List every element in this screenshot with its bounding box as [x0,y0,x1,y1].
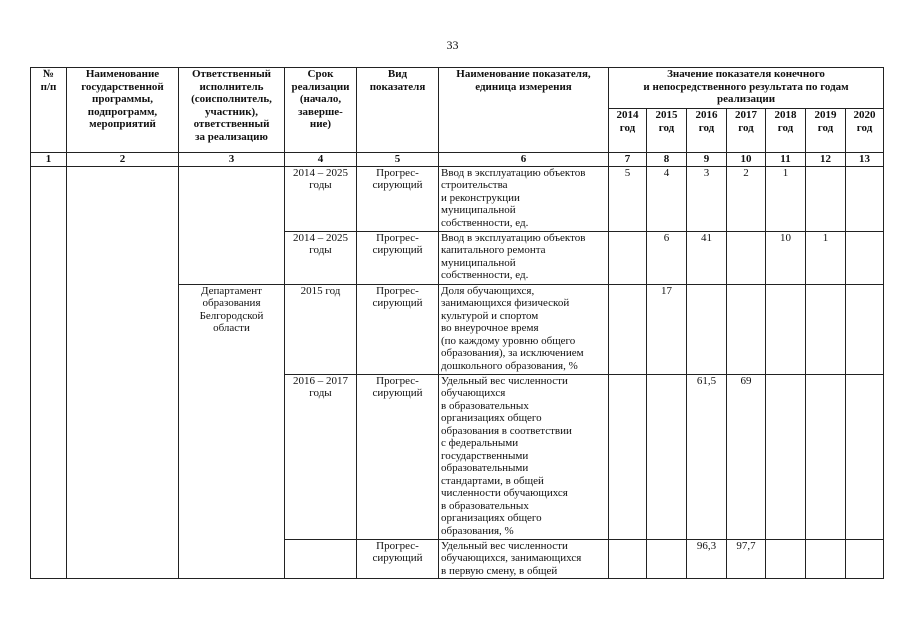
cell-value [727,284,766,374]
cell-value: 96,3 [687,539,727,578]
cell-value [806,374,846,539]
column-number: 5 [357,153,439,167]
cell-value: 5 [609,166,647,231]
column-number-row [31,153,884,167]
cell-kind: Прогрес- сирующий [357,284,439,374]
cell-indicator: Удельный вес численности обучающихся, занимающихся в первую смену, в общей [439,539,609,578]
cell-value: 17 [647,284,687,374]
column-number: 7 [609,153,647,167]
header-values-group: Значение показателя конечного и непосредственного результата по годам реализации [609,68,884,109]
header-year: 2014 год [609,109,647,153]
cell-value: 41 [687,231,727,284]
cell-value: 2 [727,166,766,231]
column-number: 3 [179,153,285,167]
column-number: 2 [67,153,179,167]
cell-value [766,539,806,578]
cell-kind: Прогрес- сирующий [357,166,439,231]
header-year: 2019 год [806,109,846,153]
header-num: № п/п [31,68,67,153]
header-year: 2016 год [687,109,727,153]
cell-value [609,284,647,374]
indicators-table [30,67,884,579]
cell-executor: Департамент образования Белгородской области [179,284,285,578]
column-number: 1 [31,153,67,167]
cell-value: 3 [687,166,727,231]
cell-value: 97,7 [727,539,766,578]
cell-value [647,374,687,539]
cell-term: 2015 год [285,284,357,374]
cell-executor [179,166,285,284]
cell-value [846,284,884,374]
cell-value [687,284,727,374]
column-number: 12 [806,153,846,167]
cell-kind: Прогрес- сирующий [357,374,439,539]
header-year: 2020 год [846,109,884,153]
header-kind: Вид показателя [357,68,439,153]
column-number: 9 [687,153,727,167]
cell-value: 1 [766,166,806,231]
cell-value [846,374,884,539]
cell-value [846,166,884,231]
cell-value: 61,5 [687,374,727,539]
cell-indicator: Доля обучающихся, занимающихся физической культурой и спортом во внеурочное время (по каждому уровню общего образования), за исключением дошкольного образования, % [439,284,609,374]
page-number: 33 [446,38,459,52]
table-row [31,166,884,231]
header-indicator: Наименование показателя, единица измерения [439,68,609,153]
cell-value [846,231,884,284]
column-number: 13 [846,153,884,167]
cell-value [766,284,806,374]
header-term: Срок реализации (начало, заверше- ние) [285,68,357,153]
cell-kind: Прогрес- сирующий [357,539,439,578]
cell-term: 2014 – 2025 годы [285,231,357,284]
header-year: 2018 год [766,109,806,153]
cell-value: 4 [647,166,687,231]
cell-value [647,539,687,578]
cell-value [846,539,884,578]
cell-value: 6 [647,231,687,284]
header-row-1 [31,68,884,109]
column-number: 10 [727,153,766,167]
cell-term [285,539,357,578]
column-number: 4 [285,153,357,167]
cell-value [609,539,647,578]
cell-num [31,166,67,578]
header-name: Наименование государственной программы, подпрограмм, мероприятий [67,68,179,153]
cell-value: 10 [766,231,806,284]
cell-value: 1 [806,231,846,284]
cell-kind: Прогрес- сирующий [357,231,439,284]
cell-value [766,374,806,539]
cell-value [727,231,766,284]
cell-value [806,539,846,578]
cell-indicator: Ввод в эксплуатацию объектов строительства и реконструкции муниципальной собственности, ед. [439,166,609,231]
cell-value: 69 [727,374,766,539]
header-year: 2017 год [727,109,766,153]
cell-value [609,374,647,539]
header-executor: Ответственный исполнитель (соисполнитель, участник), ответственный за реализацию [179,68,285,153]
cell-indicator: Удельный вес численности обучающихся в образовательных организациях общего образования в соответствии с федеральными государственными образовательными стандартами, в общей численности обучающихся в образовательных организациях общего образования, % [439,374,609,539]
cell-term: 2016 – 2017 годы [285,374,357,539]
header-year: 2015 год [647,109,687,153]
cell-indicator: Ввод в эксплуатацию объектов капитального ремонта муниципальной собственности, ед. [439,231,609,284]
cell-value [609,231,647,284]
column-number: 8 [647,153,687,167]
column-number: 11 [766,153,806,167]
cell-value [806,284,846,374]
cell-name [67,166,179,578]
cell-term: 2014 – 2025 годы [285,166,357,231]
cell-value [806,166,846,231]
column-number: 6 [439,153,609,167]
